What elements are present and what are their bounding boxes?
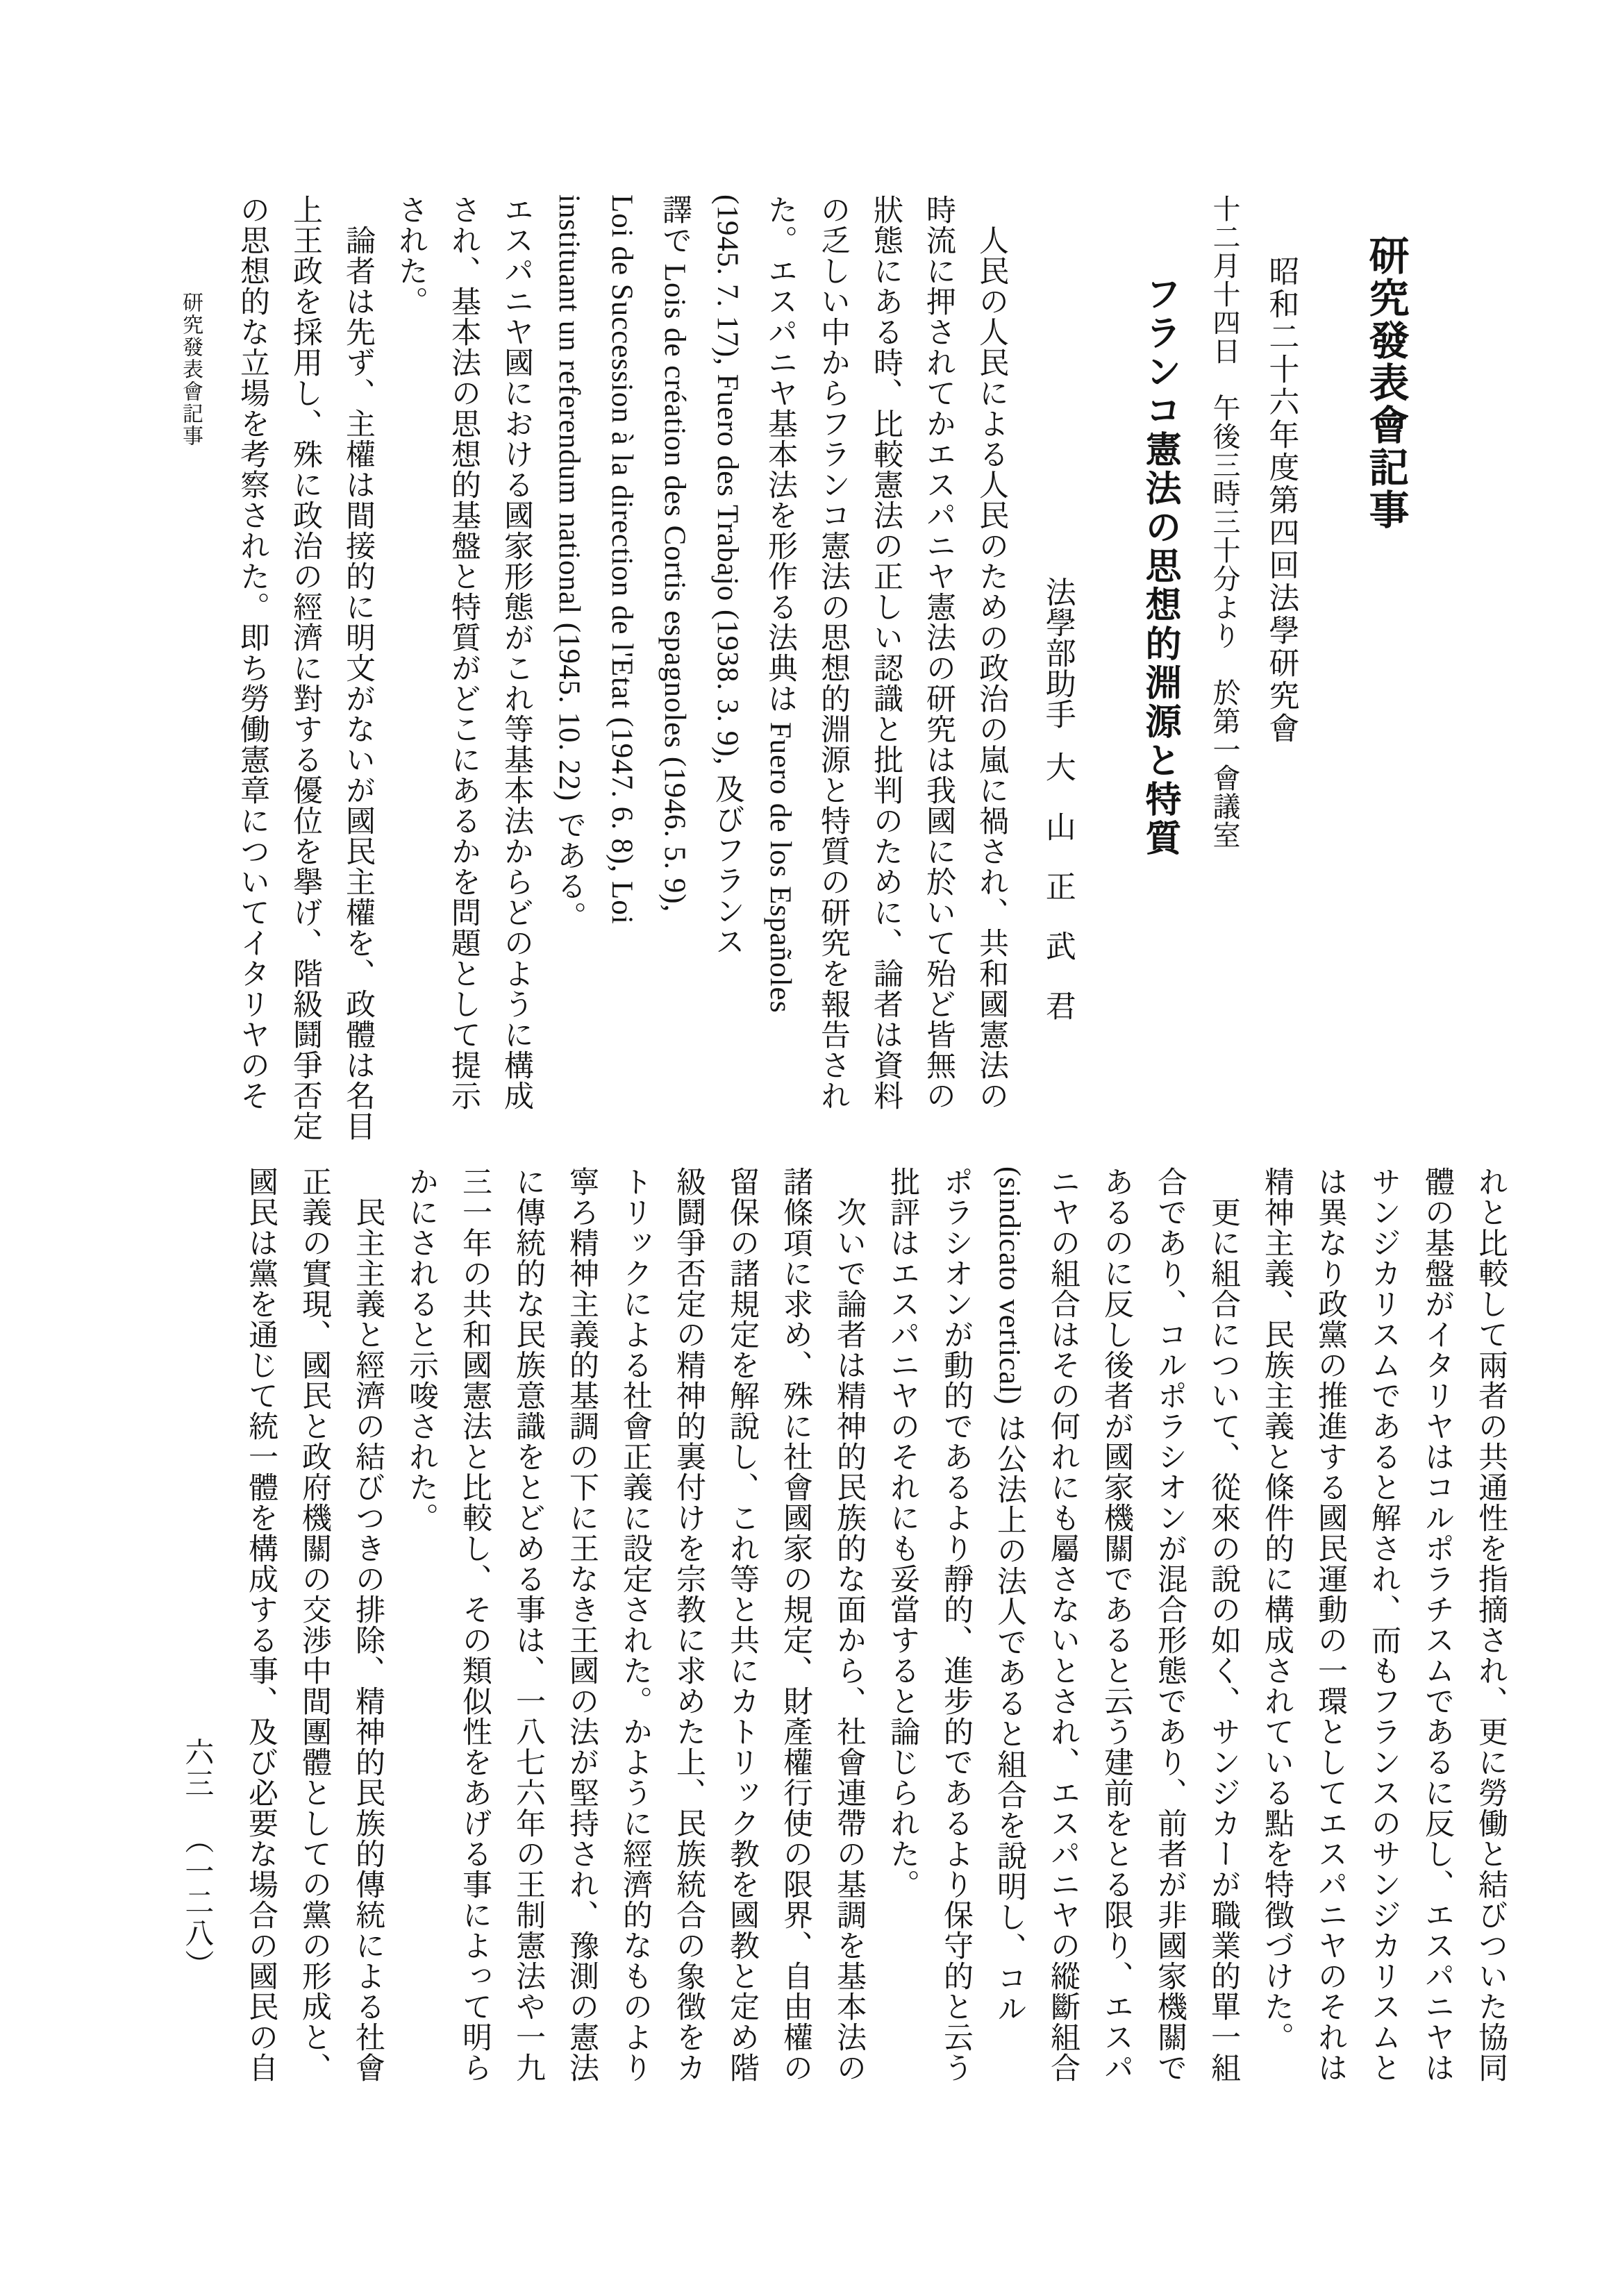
- body-text-top-block: [226, 194, 1017, 1139]
- body-text-bottom-block: [234, 1166, 1517, 2111]
- text-column: された。: [394, 194, 427, 317]
- section-title: 研究發表會記事: [1362, 235, 1408, 531]
- page-number: 六三: [181, 1737, 213, 1800]
- text-column: 級鬪爭否定の精神的裏付けを宗教に求めた上、民族統合の象徴をカ: [672, 1166, 705, 2083]
- text-column: 時流に押されてかエスパニヤ憲法の研究は我國に於いて殆ど皆無の: [922, 194, 955, 1111]
- text-column: 留保の諸規定を解說し、これ等と共にカトリック教を國教と定め階: [726, 1166, 758, 2083]
- presenter-affiliation: 法學部助手: [1040, 576, 1075, 729]
- text-column: 民主主義と經濟の結びつきの排除、精神的民族的傳統による社會: [351, 1166, 384, 2083]
- text-column: 更に組合について、從來の說の如く、サンジカーが職業的單一組: [1207, 1166, 1240, 2083]
- text-column: 論者は先ず、主權は間接的に明文がないが國民主權を、政體は名目: [342, 194, 374, 1141]
- text-column: 三一年の共和國憲法と比較し、その類似性をあげる事によって明ら: [458, 1166, 491, 2083]
- presenter-name: 大山正武君: [1040, 751, 1075, 1050]
- text-column: 上王政を採用し、殊に政治の經濟に對する優位を擧げ、階級鬪爭否定: [289, 194, 322, 1141]
- text-column: は異なり政黨の推進する國民運動の一環としてエスパニヤのそれは: [1314, 1166, 1346, 2083]
- running-header: 研究發表會記事: [179, 292, 202, 447]
- text-column: instituant un referendum national (1945. 10. 22) である。: [553, 194, 585, 932]
- text-column: 諸條項に求め、殊に社會國家の規定、財產權行使の限界、自由權の: [779, 1166, 812, 2083]
- page-footer: [179, 1737, 214, 1981]
- text-column: エスパニヤ國における國家形態がこれ等基本法からどのように構成: [500, 194, 533, 1111]
- text-column: れと比較して兩者の共通性を指摘され、更に勞働と結びついた協同: [1474, 1166, 1507, 2083]
- text-column: の乏しい中からフランコ憲法の思想的淵源と特質の研究を報告され: [817, 194, 849, 1111]
- text-column: の思想的な立場を考察された。即ち勞働憲章についてイタリヤのそ: [236, 194, 269, 1111]
- text-column: 體の基盤がイタリヤはコルポラチスムであるに反し、エスパニヤは: [1421, 1166, 1453, 2083]
- text-column: 寧ろ精神主義的基調の下に王なき王國の法が堅持され、豫測の憲法: [565, 1166, 598, 2083]
- text-column: た。エスパニヤ基本法を形作る法典は Fuero de los Españoles: [764, 194, 797, 1014]
- text-column: 國民は黨を通じて統一體を構成する事、及び必要な場合の國民の自: [244, 1166, 277, 2083]
- text-column: (sindicato vertical) は公法上の法人であると組合を說明し、コル: [993, 1166, 1026, 2025]
- presenter-line: [1039, 576, 1076, 1050]
- text-column: 批評はエスパニヤのそれにも妥當すると論じられた。: [886, 1166, 919, 1900]
- text-column: トリックによる社會正義に設定された。かように經濟的なものより: [619, 1166, 651, 2083]
- text-column: あるのに反し後者が國家機關であると云う建前をとる限り、エスパ: [1100, 1166, 1133, 2083]
- text-column: かにされると示唆された。: [405, 1166, 437, 1533]
- text-column: 合であり、コルポラシオンが混合形態であり、前者が非國家機關で: [1153, 1166, 1186, 2083]
- text-column: ポラシオンが動的であるより靜的、進步的であるより保守的と云う: [940, 1166, 972, 2083]
- text-column: 譯で Lois de création des Cortis espagnoles (1946. 5. 9),: [658, 194, 691, 913]
- text-column: に傳統的な民族意識をとどめる事は、一八七六年の王制憲法や一九: [512, 1166, 544, 2083]
- session-info-line-2: 十二月十四日 午後三時三十分より 於第一會議室: [1209, 194, 1240, 849]
- page-number-alt: （一二八）: [181, 1825, 213, 1981]
- session-info-line-1: 昭和二十六年度第四回法學研究會: [1264, 255, 1299, 745]
- text-column: Loi de Succession à la direction de l'Etat (1947. 6. 8), Loi: [606, 194, 638, 925]
- text-column: 次いで論者は精神的民族的な面から、社會連帶の基調を基本法の: [833, 1166, 865, 2083]
- text-column: 人民の人民による人民のための政治の嵐に禍され、共和國憲法の: [975, 194, 1008, 1111]
- text-column: ニヤの組合はその何れにも屬さないとされ、エスパニヤの縱斷組合: [1046, 1166, 1079, 2083]
- text-column: サンジカリスムであると解され、而もフランスのサンジカリスムと: [1367, 1166, 1400, 2083]
- text-column: 精神主義、民族主義と條件的に構成されている點を特徴づけた。: [1260, 1166, 1293, 2052]
- text-column: 正義の實現、國民と政府機關の交渉中間團體としての黨の形成と、: [298, 1166, 331, 2083]
- text-column: され、基本法の思想的基盤と特質がどこにあるかを問題として提示: [447, 194, 480, 1111]
- text-column: (1945. 7. 17), Fuero des Trabajo (1938. 3. 9), 及びフランス: [711, 194, 744, 957]
- presentation-title: フランコ憲法の思想的淵源と特質: [1139, 275, 1179, 858]
- text-column: 狀態にある時、比較憲法の正しい認識と批判のために、論者は資料: [869, 194, 902, 1111]
